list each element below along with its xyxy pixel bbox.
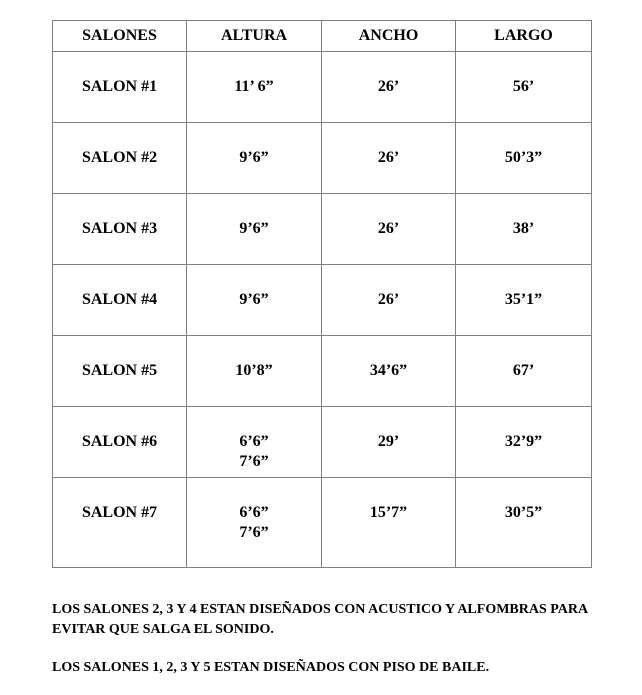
- ancho-value: 29’: [377, 433, 400, 450]
- ancho-value: 26’: [377, 291, 400, 308]
- table-row: [53, 194, 592, 265]
- cell-salon: [53, 52, 187, 123]
- cell-largo: [456, 194, 592, 265]
- largo-value: 50’3”: [504, 149, 543, 166]
- note-dance-floor: LOS SALONES 1, 2, 3 Y 5 ESTAN DISEÑADOS CON PISO DE BAILE.: [52, 660, 490, 675]
- cell-salon: [53, 478, 187, 568]
- table-row: [53, 478, 592, 568]
- largo-value: 35’1”: [504, 291, 543, 308]
- cell-altura: [187, 478, 322, 568]
- largo-value: 67’: [512, 362, 535, 379]
- cell-ancho: [322, 478, 456, 568]
- altura-value: 9’6”: [239, 220, 269, 237]
- salones-table: [52, 20, 592, 568]
- ancho-value: 26’: [377, 149, 400, 166]
- table-row: [53, 336, 592, 407]
- ancho-value: 26’: [377, 220, 400, 237]
- cell-ancho: [322, 336, 456, 407]
- cell-altura: [187, 407, 322, 478]
- salon-name: SALON #3: [81, 220, 158, 237]
- cell-largo: [456, 52, 592, 123]
- cell-largo: [456, 265, 592, 336]
- header-ancho: ANCHO: [322, 21, 456, 52]
- ancho-value: 26’: [377, 78, 400, 95]
- altura-value: 9’6”: [239, 291, 269, 308]
- salon-name: SALON #6: [81, 433, 158, 450]
- ancho-value: 34’6”: [369, 362, 408, 379]
- altura-value: 6’6”: [239, 504, 269, 521]
- cell-ancho: [322, 123, 456, 194]
- header-altura: ALTURA: [187, 21, 322, 52]
- salon-name: SALON #5: [81, 362, 158, 379]
- table-row: [53, 52, 592, 123]
- cell-ancho: [322, 52, 456, 123]
- salon-name: SALON #2: [81, 149, 158, 166]
- largo-value: 38’: [512, 220, 535, 237]
- cell-ancho: [322, 265, 456, 336]
- cell-altura: [187, 265, 322, 336]
- cell-ancho: [322, 194, 456, 265]
- altura-value: 11’ 6”: [234, 78, 274, 95]
- cell-salon: [53, 194, 187, 265]
- altura-value-alt: 7’6”: [239, 524, 269, 541]
- header-largo: LARGO: [456, 21, 592, 52]
- cell-salon: [53, 123, 187, 194]
- table-row: [53, 407, 592, 478]
- largo-value: 32’9”: [504, 433, 543, 450]
- cell-altura: [187, 52, 322, 123]
- cell-salon: [53, 336, 187, 407]
- salon-name: SALON #7: [81, 504, 158, 521]
- table-row: [53, 265, 592, 336]
- ancho-value: 15’7”: [369, 504, 408, 521]
- cell-salon: [53, 265, 187, 336]
- cell-largo: [456, 478, 592, 568]
- notes-section: [52, 600, 612, 678]
- table-row: [53, 123, 592, 194]
- altura-value: 6’6”: [239, 433, 269, 450]
- cell-altura: [187, 336, 322, 407]
- largo-value: 56’: [512, 78, 535, 95]
- altura-value: 9’6”: [239, 149, 269, 166]
- note-acoustics: LOS SALONES 2, 3 Y 4 ESTAN DISEÑADOS CON ACUSTICO Y ALFOMBRAS PARA EVITAR QUE SALGA EL SONIDO.: [52, 602, 588, 637]
- cell-ancho: [322, 407, 456, 478]
- largo-value: 30’5”: [504, 504, 543, 521]
- cell-altura: [187, 194, 322, 265]
- cell-salon: [53, 407, 187, 478]
- table-header-row: [53, 21, 592, 52]
- cell-largo: [456, 407, 592, 478]
- cell-largo: [456, 123, 592, 194]
- salon-name: SALON #1: [81, 78, 158, 95]
- altura-value: 10’8”: [235, 362, 273, 379]
- altura-value-alt: 7’6”: [239, 453, 269, 470]
- salon-name: SALON #4: [81, 291, 158, 308]
- cell-largo: [456, 336, 592, 407]
- header-salones: SALONES: [53, 21, 187, 52]
- cell-altura: [187, 123, 322, 194]
